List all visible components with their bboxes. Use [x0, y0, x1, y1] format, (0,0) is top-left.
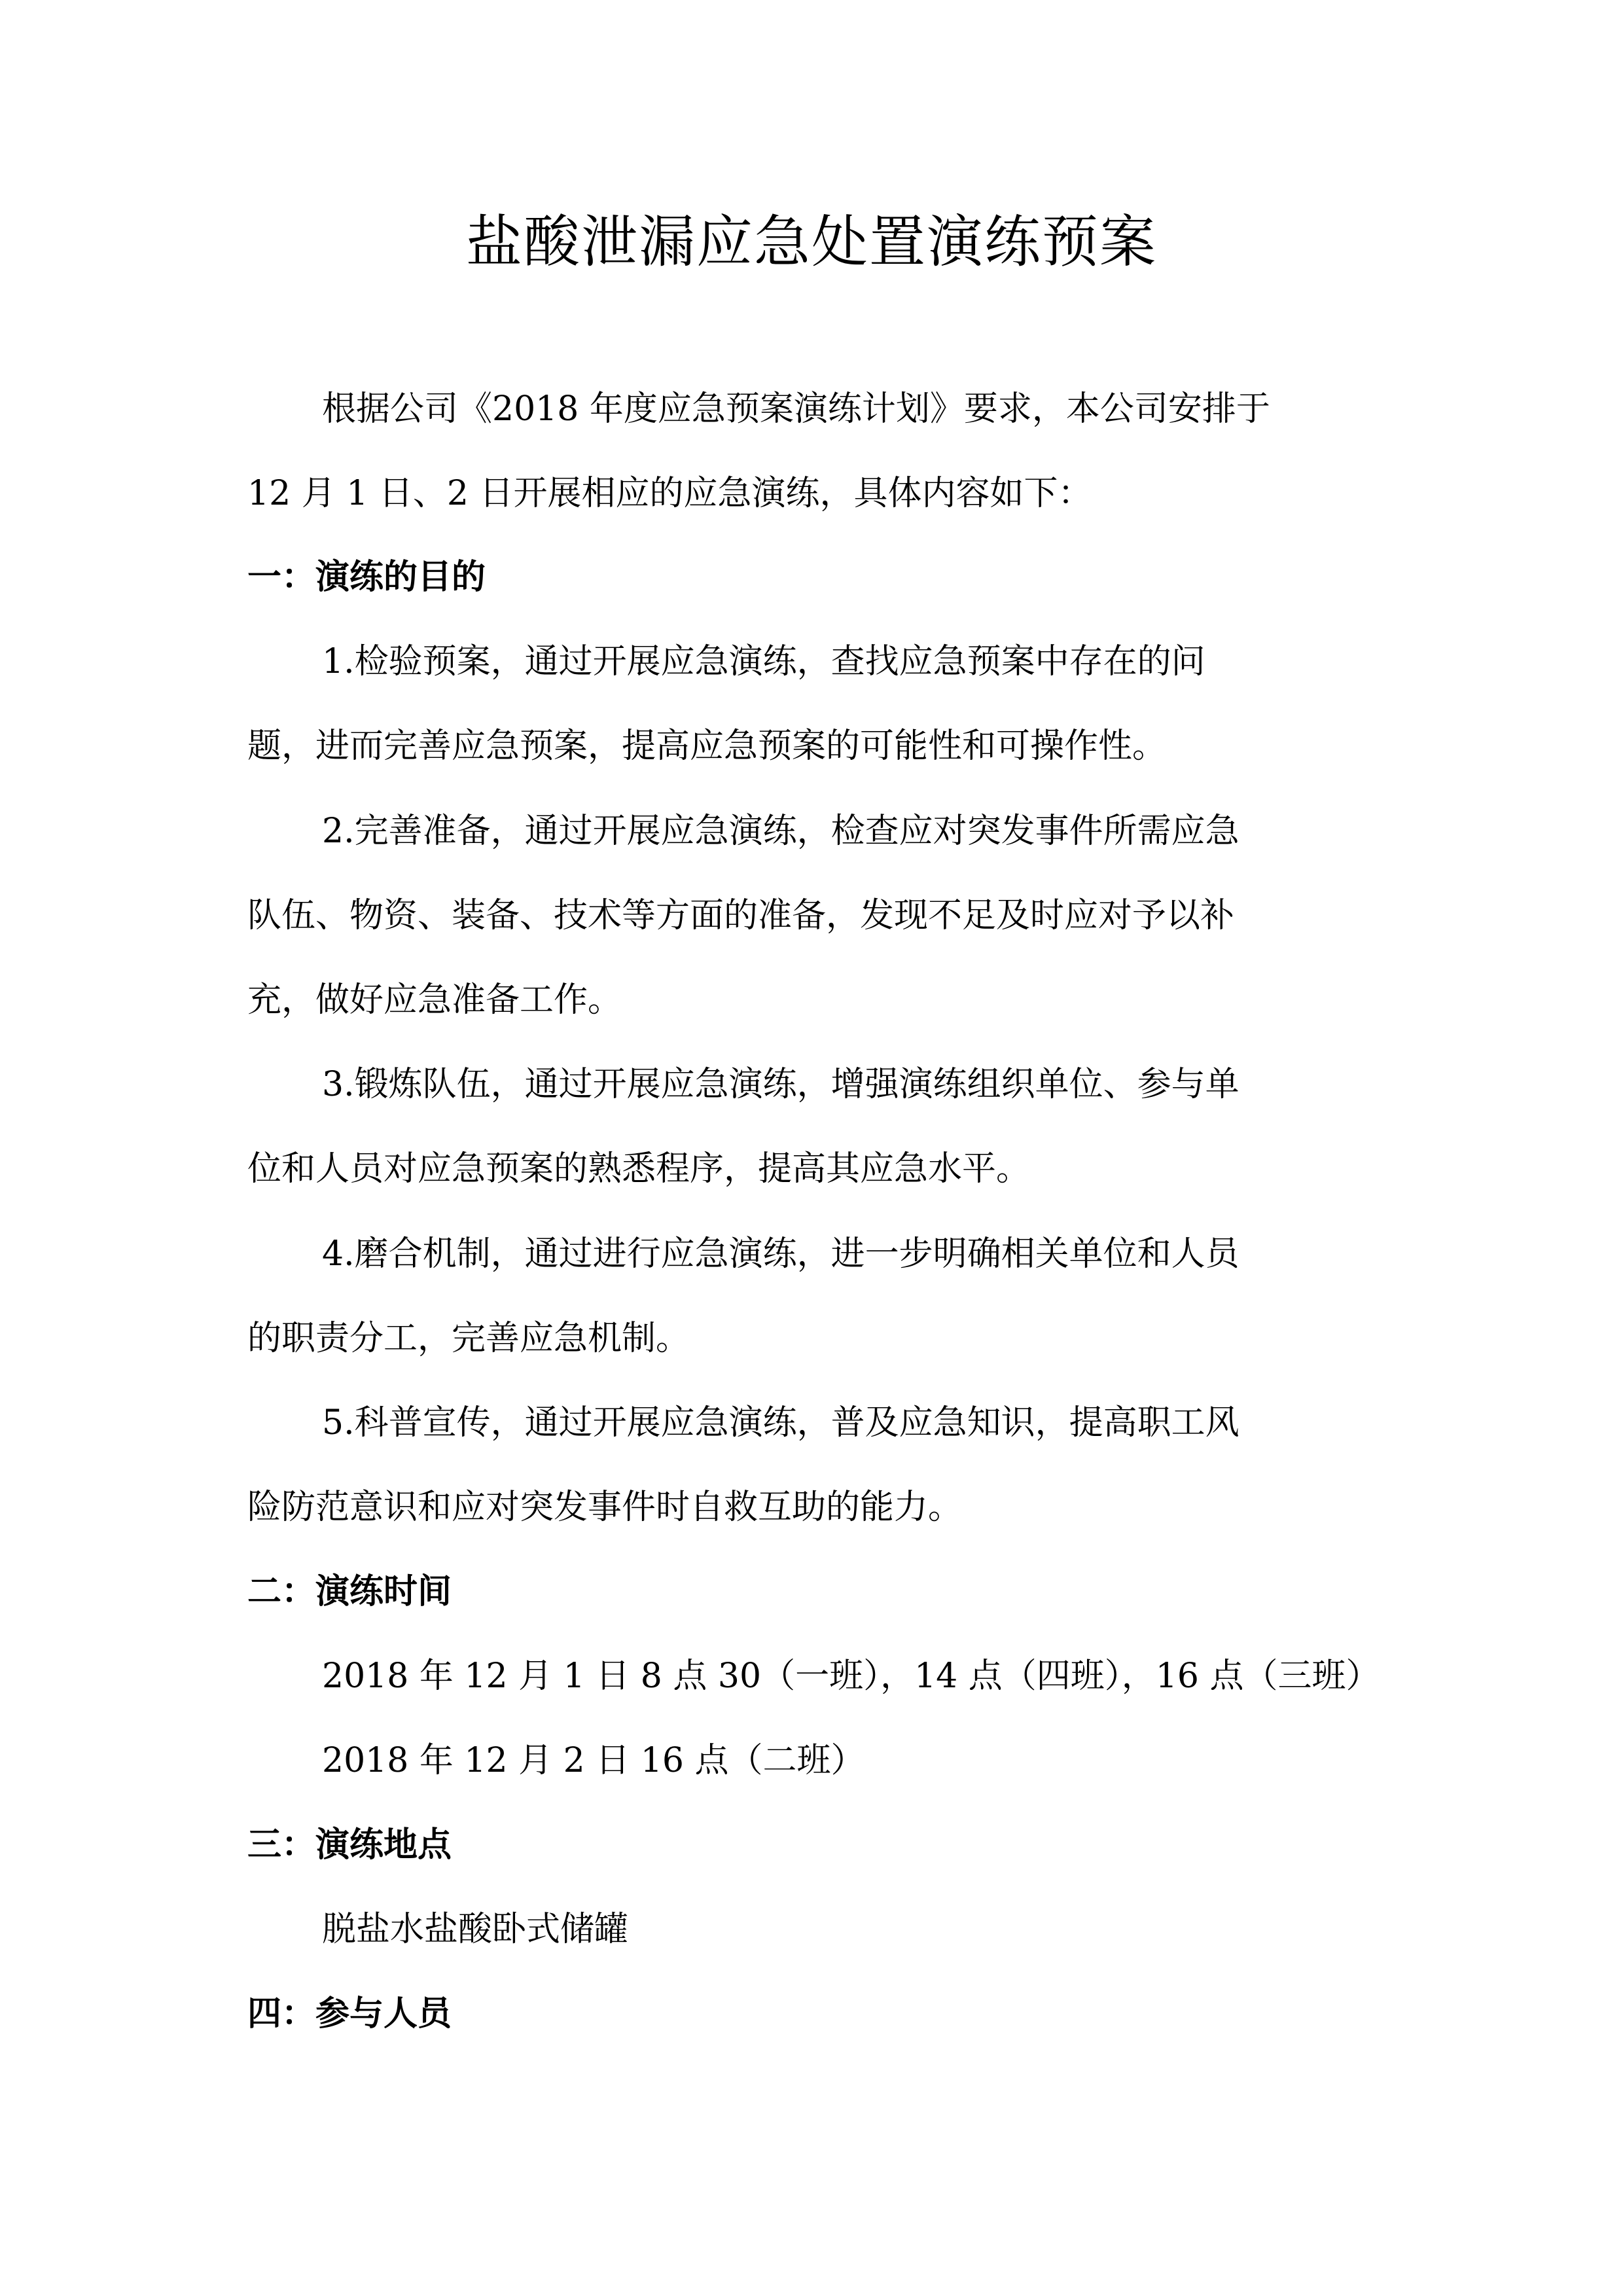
- section-1-item-2-line-2: 队伍、物资、装备、技术等方面的准备，发现不足及时应对予以补: [247, 896, 1235, 935]
- section-1-item-3-line-2: 位和人员对应急预案的熟悉程序，提高其应急水平。: [247, 1149, 1031, 1189]
- section-1-item-5-line-1: 5.科普宣传，通过开展应急演练，普及应急知识，提高职工风: [322, 1403, 1240, 1443]
- section-3-line-1: 脱盐水盐酸卧式储罐: [322, 1910, 629, 1949]
- section-1-item-5-line-2: 险防范意识和应对突发事件时自救互助的能力。: [247, 1488, 963, 1527]
- section-1-item-2-line-3: 充，做好应急准备工作。: [247, 980, 622, 1020]
- document-title: 盐酸泄漏应急处置演练预案: [466, 209, 1157, 275]
- section-2-line-2: 2018 年 12 月 2 日 16 点（二班）: [322, 1741, 865, 1780]
- section-2-line-1: 2018 年 12 月 1 日 8 点 30（一班），14 点（四班），16 点（三班）: [322, 1657, 1380, 1696]
- section-1-item-3-line-1: 3.锻炼队伍，通过开展应急演练，增强演练组织单位、参与单: [322, 1065, 1240, 1104]
- section-1-item-2-line-1: 2.完善准备，通过开展应急演练，检查应对突发事件所需应急: [322, 812, 1240, 851]
- section-1-item-1-line-1: 1.检验预案，通过开展应急演练，查找应急预案中存在的问: [322, 642, 1205, 681]
- section-3-heading: 三：演练地点: [247, 1825, 452, 1865]
- section-1-heading: 一：演练的目的: [247, 557, 486, 597]
- intro-line-2: 12 月 1 日、2 日开展相应的应急演练，具体内容如下：: [247, 474, 1092, 513]
- section-1-item-1-line-2: 题，进而完善应急预案，提高应急预案的可能性和可操作性。: [247, 726, 1167, 766]
- section-4-heading: 四：参与人员: [247, 1994, 452, 2034]
- section-1-item-4-line-2: 的职责分工，完善应急机制。: [247, 1319, 690, 1358]
- section-1-item-4-line-1: 4.磨合机制，通过进行应急演练，进一步明确相关单位和人员: [322, 1234, 1240, 1274]
- section-2-heading: 二：演练时间: [247, 1571, 452, 1611]
- intro-line-1: 根据公司《2018 年度应急预案演练计划》要求，本公司安排于: [322, 389, 1270, 429]
